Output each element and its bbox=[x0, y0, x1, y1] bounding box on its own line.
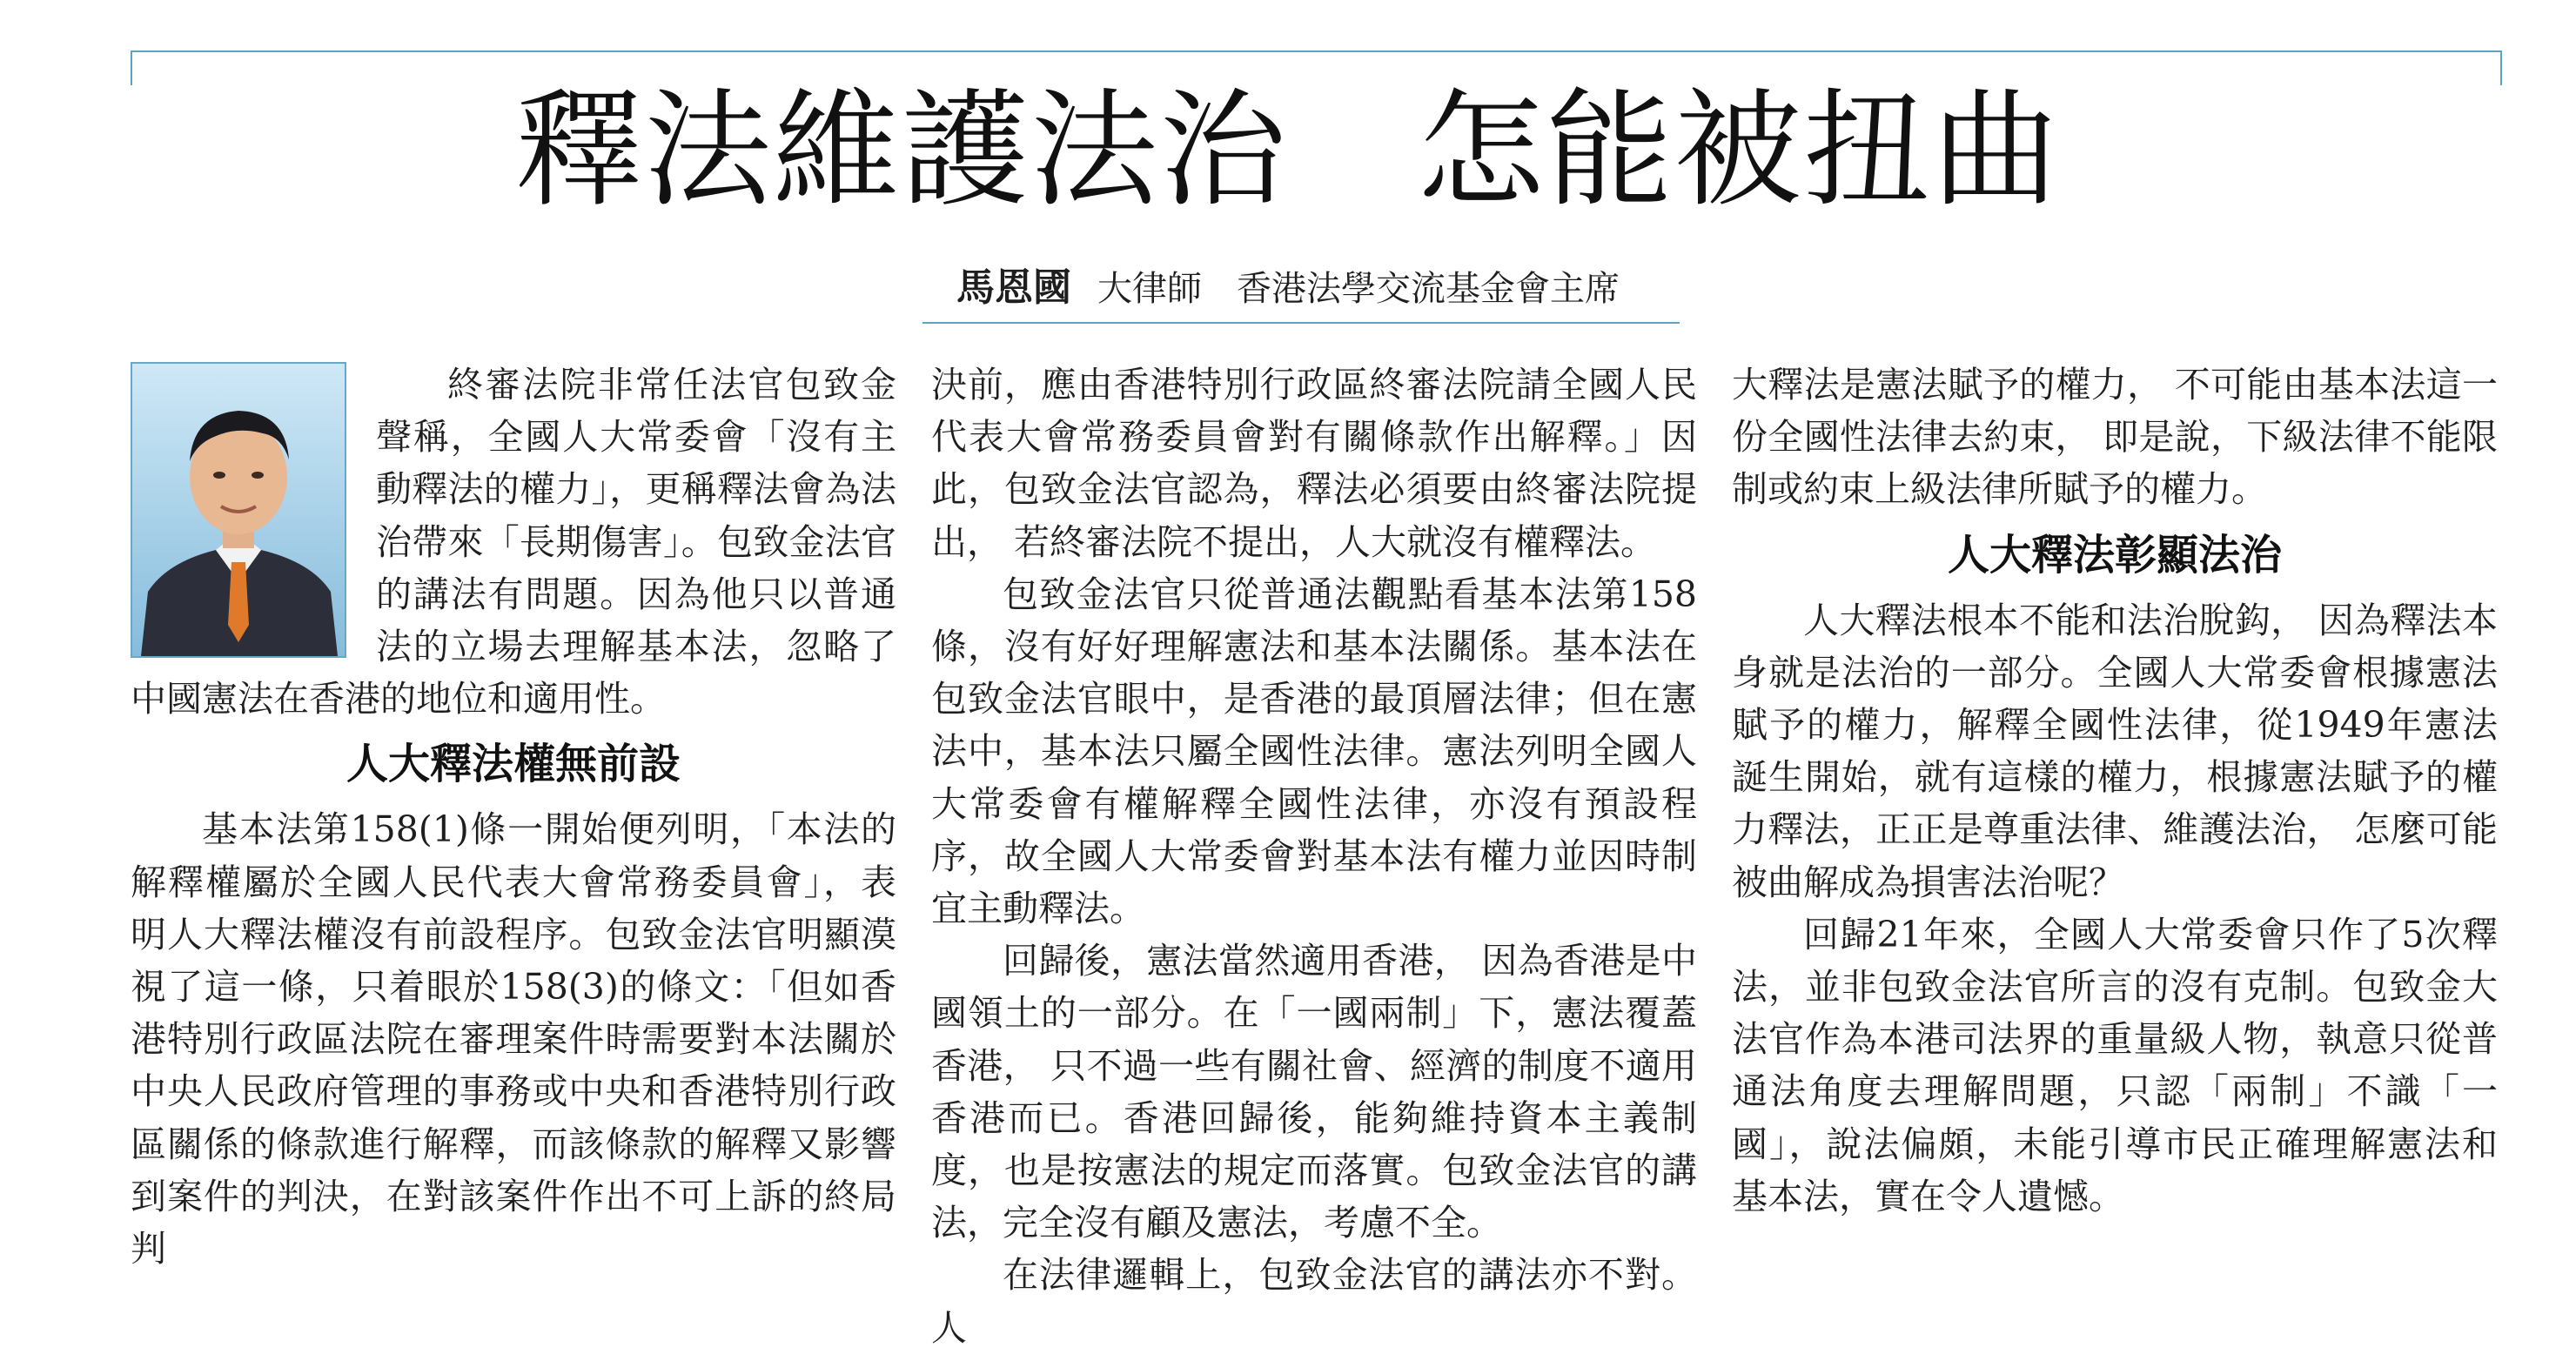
author-role: 大律師 bbox=[1097, 269, 1202, 309]
paragraph: 回歸21年來，全國人大常委會只作了5次釋法，並非包致金法官所言的沒有克制。包致金大法官作為本港司法界的重量級人物，執意只從普通法角度去理解問題，只認「兩制」不識「一國」，說法偏頗，未能引導市民正確理解憲法和基本法，實在令人遺憾。 bbox=[1732, 913, 2498, 1217]
byline bbox=[0, 258, 2576, 318]
paragraph: 基本法第158(1)條一開始便列明，「本法的解釋權屬於全國人民代表大會常務委員會」，表明人大釋法權沒有前設程序。包致金法官明顯漠視了這一條，只着眼於158(3)的條文：「但如香港特別行政區法院在審理案件時需要對本法關於中央人民政府管理的事務或中央和香港特別行政區關係的條款進行解釋，而該條款的解釋又影響到案件的判決，在對該案件作出不可上訴的終局判 bbox=[131, 808, 896, 1270]
author-name: 馬恩國 bbox=[956, 265, 1071, 310]
article-column-1 bbox=[131, 359, 896, 1270]
article-column-3 bbox=[1732, 359, 2498, 1237]
subheading: 人大釋法彰顯法治 bbox=[1947, 530, 2282, 580]
paragraph: 終審法院非常任法官包致金聲稱，全國人大常委會「沒有主動釋法的權力」，更稱釋法會為法治帶來「長期傷害」。包致金法官的講法有問題。因為他只以普通法的立場去理解基本法，忽略了中國憲法在香港的地位和適用性。 bbox=[131, 364, 896, 721]
paragraph: 包致金法官只從普通法觀點看基本法第158條，沒有好好理解憲法和基本法關係。基本法在包致金法官眼中，是香港的最頂層法律；但在憲法中，基本法只屬全國性法律。憲法列明全國人大常委會有權解釋全國性法律，亦沒有預設程序，故全國人大常委會對基本法有權力並因時制宜主動釋法。 bbox=[931, 573, 1697, 930]
paragraph: 人大釋法根本不能和法治脫鈎， 因為釋法本身就是法治的一部分。全國人大常委會根據憲法賦予的權力，解釋全國性法律，從1949年憲法誕生開始，就有這樣的權力，根據憲法賦予的權力釋法，正正是尊重法律、維護法治， 怎麼可能被曲解成為損害法治呢？ bbox=[1732, 599, 2498, 903]
paragraph: 決前，應由香港特別行政區終審法院請全國人民代表大會常務委員會對有關條款作出解釋。」因此，包致金法官認為，釋法必須要由終審法院提出， 若終審法院不提出，人大就沒有權釋法。 bbox=[931, 364, 1697, 563]
portrait-illustration bbox=[132, 364, 345, 656]
article-column-2 bbox=[931, 359, 1697, 1349]
author-portrait-icon bbox=[131, 362, 346, 658]
headline: 釋法維護法治 怎能被扭曲 bbox=[515, 77, 2061, 225]
byline-rule bbox=[922, 322, 1680, 324]
paragraph: 在法律邏輯上，包致金法官的講法亦不對。 人 bbox=[931, 1254, 1697, 1349]
paragraph: 大釋法是憲法賦予的權力， 不可能由基本法這一份全國性法律去約束， 即是說，下級法律不能限制或約束上級法律所賦予的權力。 bbox=[1732, 364, 2498, 511]
paragraph: 回歸後，憲法當然適用香港， 因為香港是中國領土的一部分。在「一國兩制」下，憲法覆蓋香港， 只不過一些有關社會、經濟的制度不適用香港而已。香港回歸後，能夠維持資本主義制度，也是按憲法的規定而落實。包致金法官的講法，完全沒有顧及憲法，考慮不全。 bbox=[931, 940, 1697, 1244]
author-organization: 香港法學交流基金會主席 bbox=[1237, 269, 1620, 309]
subheading: 人大釋法權無前設 bbox=[345, 740, 681, 789]
